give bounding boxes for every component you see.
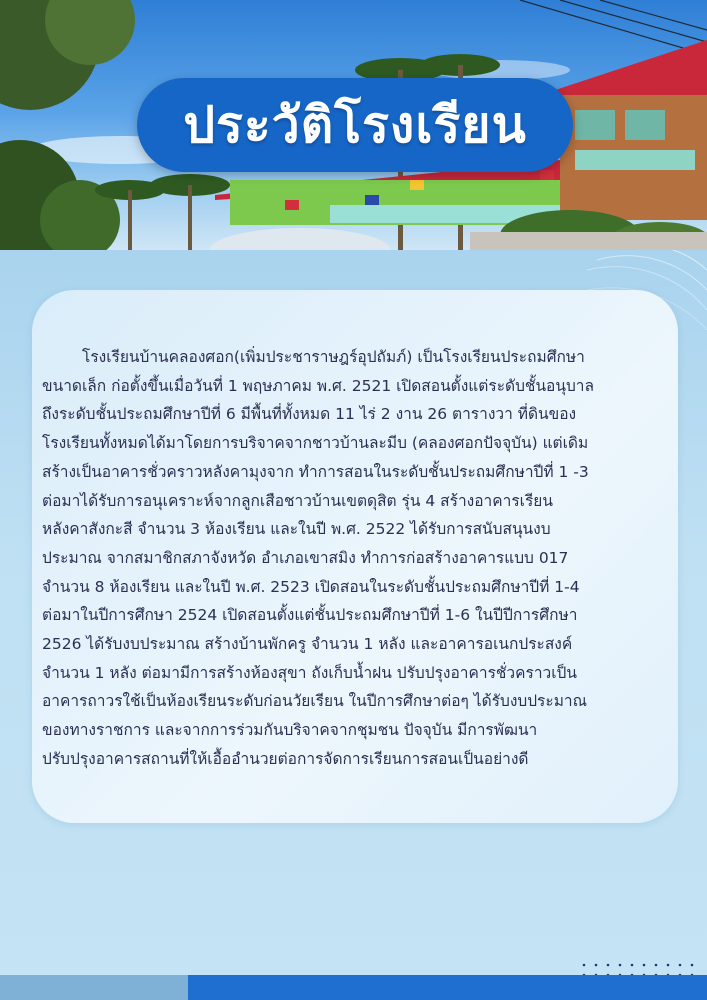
paragraph-line: อาคารถาวรใช้เป็นห้องเรียนระดับก่อนวัยเรียน ในปีการศึกษาต่อๆ ได้รับงบประมาณ [42, 692, 588, 711]
page-title: ประวัติโรงเรียน [183, 95, 527, 154]
paragraph-line: จำนวน 1 หลัง ต่อมามีการสร้างห้องสุขา ถังเก็บน้ำฝน ปรับปรุงอาคารชั่วคราวเป็น [42, 663, 577, 682]
title-banner [137, 78, 573, 172]
paragraph-line: 2526 ได้รับงบประมาณ สร้างบ้านพักครู จำนวน 1 หลัง และอาคารอเนกประสงค์ [42, 635, 573, 654]
paragraph-line: สร้างเป็นอาคารชั่วคราวหลังคามุงจาก ทำการสอนในระดับชั้นประถมศึกษาปีที่ 1 -3 [42, 462, 589, 481]
paragraph-line: ปรับปรุงอาคารสถานที่ให้เอื้ออำนวยต่อการจัดการเรียนการสอนเป็นอย่างดี [42, 749, 529, 768]
footer-bar-dark [188, 975, 707, 1000]
paragraph-line: ต่อมาในปีการศึกษา 2524 เปิดสอนตั้งแต่ชั้นประถมศึกษาปีที่ 1-6 ในปีปีการศึกษา [42, 606, 578, 625]
paragraph-line: ต่อมาได้รับการอนุเคราะห์จากลูกเสือชาวบ้านเขตดุสิต รุ่น 4 สร้างอาคารเรียน [42, 491, 553, 510]
paragraph-line: โรงเรียนทั้งหมดได้มาโดยการบริจาคจากชาวบ้านละมีบ (คลองศอกปัจจุบัน) แต่เดิม [42, 434, 589, 453]
paragraph-line: ขนาดเล็ก ก่อตั้งขึ้นเมื่อวันที่ 1 พฤษภาคม พ.ศ. 2521 เปิดสอนตั้งแต่ระดับชั้นอนุบาล [42, 376, 594, 395]
paragraph-line: หลังคาสังกะสี จำนวน 3 ห้องเรียน และในปี พ.ศ. 2522 ได้รับการสนับสนุนงบ [42, 520, 551, 539]
paragraph-line: ประมาณ จากสมาชิกสภาจังหวัด อำเภอเขาสมิง ทำการก่อสร้างอาคารแบบ 017 [42, 548, 569, 567]
school-history-paragraph [42, 343, 682, 774]
header-photo-banner [0, 0, 707, 250]
paragraph-line: ของทางราชการ และจากการร่วมกันบริจาคจากชุมชน ปัจจุบัน มีการพัฒนา [42, 721, 538, 740]
paragraph-line: โรงเรียนบ้านคลองศอก(เพิ่มประชาราษฎร์อุปถัมภ์) เป็นโรงเรียนประถมศึกษา [82, 348, 585, 366]
paragraph-line: จำนวน 8 ห้องเรียน และในปี พ.ศ. 2523 เปิดสอนในระดับชั้นประถมศึกษาปีที่ 1-4 [42, 577, 580, 596]
paragraph-line: ถึงระดับชั้นประถมศึกษาปีที่ 6 มีพื้นที่ทั้งหมด 11 ไร่ 2 งาน 26 ตารางวา ที่ดินของ [42, 405, 577, 424]
footer-bar-light [0, 975, 188, 1000]
